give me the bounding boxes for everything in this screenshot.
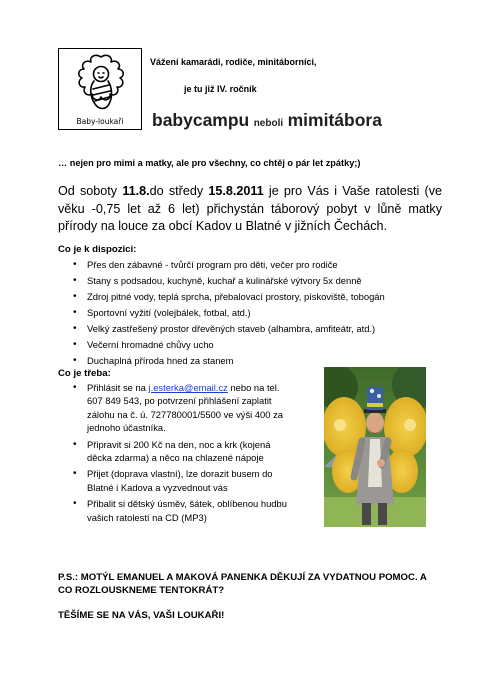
closing-line: TĚŠÍME SE NA VÁS, VAŠI LOUKAŘI! <box>58 610 225 621</box>
email-link[interactable]: j.esterka@email.cz <box>148 382 228 393</box>
list-item <box>73 381 291 435</box>
postscript: P.S.: MOTÝL EMANUEL A MAKOVÁ PANENKA DĚKUJÍ ZA VYDATNOU POMOC. A CO ROZLOUSKNEME TENTOKRÁT? <box>58 572 427 597</box>
title-word-babycampu: babycampu <box>152 110 250 130</box>
page-title <box>152 110 382 131</box>
list-item: • Stany s podsadou, kuchyně, kuchař a kulinářské výtvory 5x denně <box>73 274 385 290</box>
logo-caption: Baby-loukaři <box>76 117 124 126</box>
available-heading: Co je k dispozici: <box>58 244 137 255</box>
greeting: Vážení kamarádi, rodiče, minitáborníci, <box>150 57 317 67</box>
edition-line: je tu již IV. ročník <box>184 84 257 94</box>
tagline: … nejen pro mimi a matky, ale pro všechny, co chtěj o pár let zpátky;) <box>58 158 361 168</box>
intro-text-1: Od soboty <box>58 184 123 198</box>
intro-text-2: do středy <box>149 184 209 198</box>
list-item: • Přibalit si dětský úsměv, šátek, oblíbenou hudbu vašich ratolestí na CD (MP3) <box>73 497 291 524</box>
date-from: 11.8. <box>122 184 150 198</box>
baby-in-sun-icon <box>59 49 143 119</box>
title-word-mimitabora: mimitábora <box>287 110 382 130</box>
needed-list <box>73 381 291 527</box>
list-item: • Přes den zábavné - tvůrčí program pro děti, večer pro rodiče <box>73 258 385 274</box>
list-item: • Večerní hromadné chůvy ucho <box>73 338 385 354</box>
available-list <box>73 258 385 370</box>
date-to: 15.8.2011 <box>208 184 264 198</box>
list-item: • Velký zastřešený prostor dřevěných staveb (alhambra, amfiteátr, atd.) <box>73 322 385 338</box>
butterfly-costume-photo <box>324 367 426 527</box>
list-item: • Přijet (doprava vlastní), lze dorazit busem do Blatné i Kadova a vyzvednout vás <box>73 467 291 494</box>
list-item: • Duchaplná příroda hned za stanem <box>73 354 385 370</box>
list-item: • Sportovní vyžití (volejbálek, fotbal, atd.) <box>73 306 385 322</box>
signup-text: Přihlásit se na <box>87 382 149 393</box>
signup-text-rest: nebo na tel. 607 849 543, po potvrzení přihlášení zaplatit zálohu na č. ú. 727780001/5500 ve výši 400 za jednoho účastníka. <box>87 382 283 434</box>
list-item: • Připravit si 200 Kč na den, noc a krk (kojená děcka zdarma) a něco na chlazené nápoje <box>73 438 291 465</box>
needed-heading: Co je třeba: <box>58 368 111 379</box>
intro-text-3: je pro Vás i Vaše ratolesti (ve věku -0,75 let až 6 let) přichystán táborový pobyt v lůně matky přírody na louce za obcí Kadov u Blatné v jižních Čechách. <box>58 184 442 234</box>
list-item: • Zdroj pitné vody, teplá sprcha, přebalovací prostory, pískoviště, tobogán <box>73 290 385 306</box>
intro-paragraph <box>58 183 442 236</box>
photo-image <box>324 367 426 527</box>
logo <box>58 48 142 130</box>
title-word-neboli: neboli <box>253 118 284 129</box>
